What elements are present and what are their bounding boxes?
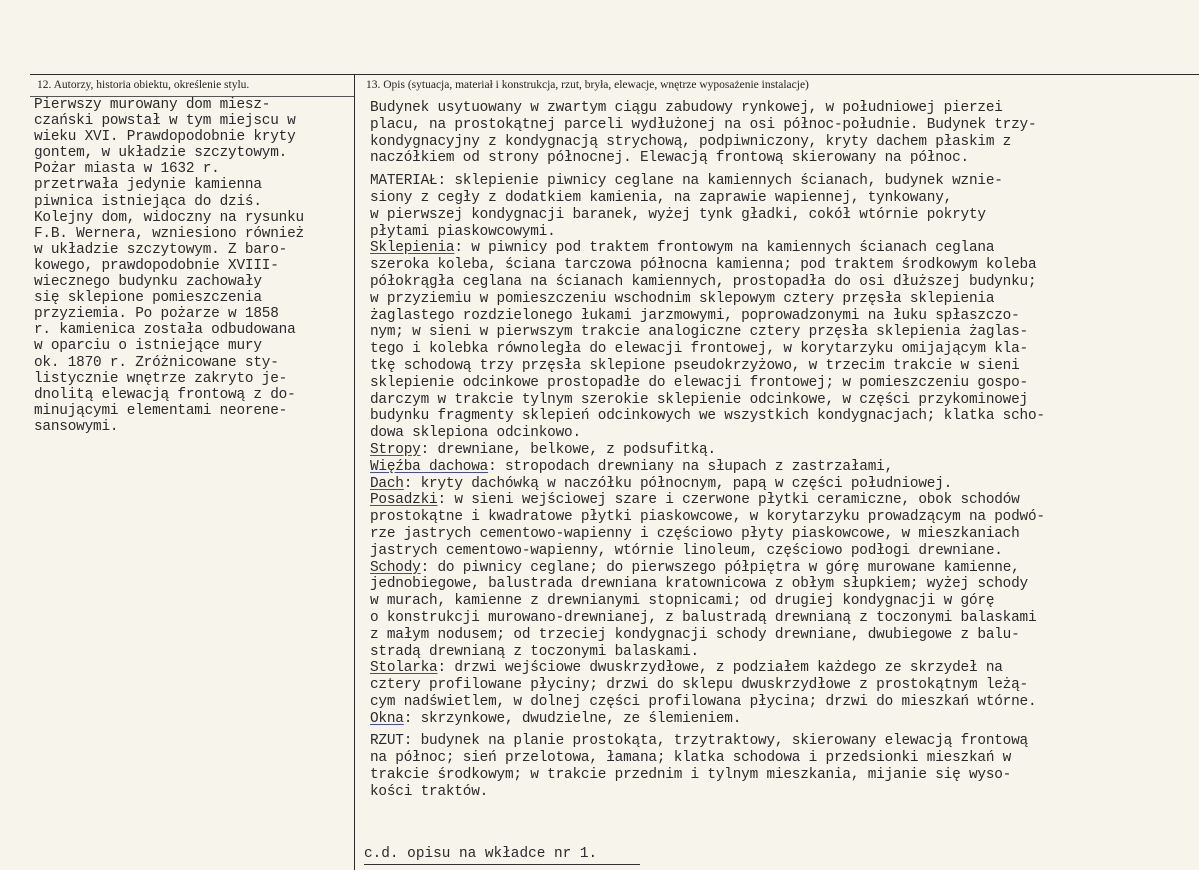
history-line: gontem, w układzie szczytowym. bbox=[34, 145, 288, 162]
schody-line-label: Schody bbox=[370, 559, 421, 576]
schody-line: o konstrukcji murowano-drewnianej, z balustradą drewnianą z toczonymi balaskami bbox=[370, 609, 1037, 626]
history-line: w układzie szczytowym. Z baro- bbox=[34, 241, 288, 258]
history-line: r. kamienica została odbudowana bbox=[34, 322, 296, 339]
intro-line: naczółkiem od strony północnej. Elewacją frontową skierowany na północ. bbox=[370, 150, 969, 167]
top-rule bbox=[30, 74, 1199, 75]
continuation-note: c.d. opisu na wkładce nr 1. bbox=[364, 846, 598, 862]
intro-line: Budynek usytuowany w zwartym ciągu zabudowy rynkowej, w południowej pierzei bbox=[370, 100, 1003, 116]
sklepienia-line-text: : w piwnicy pod traktem frontowym na kamiennych ścianach ceglana bbox=[454, 240, 995, 257]
section-12-header: 12. Autorzy, historia obiektu, określenie stylu. bbox=[37, 79, 250, 91]
dach-line bbox=[370, 476, 1045, 493]
sklepienia-line bbox=[370, 240, 1045, 257]
material-line: w pierwszej kondygnacji baranek, wyżej tynk gładki, cokół wtórnie pokryty bbox=[370, 206, 986, 223]
sklepienia-line: budynku fragmenty sklepień odcinkowych we wszystkich kondygnacjach; klatka scho- bbox=[370, 408, 1045, 425]
rzut-line: RZUT: budynek na planie prostokąta, trzytraktowy, skierowany elewacją frontową bbox=[370, 733, 1028, 750]
schody-line: w murach, kamienne z drewnianymi stopnicami; od drugiej kondygnacji w górę bbox=[370, 593, 995, 610]
rzut-line: na północ; sień przelotowa, łamana; klatka schodowa i przedsionki mieszkań w bbox=[370, 750, 1012, 767]
rzut-line: kości traktów. bbox=[370, 783, 489, 800]
history-line: kowego, prawdopodobnie XVIII- bbox=[34, 257, 279, 274]
schody-line-text: : do piwnicy ceglane; do pierwszego półpiętra w górę murowane kamienne, bbox=[420, 559, 1020, 576]
sklepienia-line: szeroka koleba, ściana tarczowa północna kamienna; pod traktem środkowym koleba bbox=[370, 257, 1037, 274]
sklepienia-line: tego i kolebka równoległa do elewacji frontowej, w korytarzyku omijającym kla- bbox=[370, 341, 1028, 358]
history-line: minującymi elementami neorene- bbox=[34, 402, 288, 419]
history-line: dnolitą elewacją frontową z do- bbox=[34, 386, 296, 403]
stropy-line-text: : drewniane, belkowe, z podsufitką. bbox=[420, 441, 716, 458]
description-text bbox=[370, 100, 1045, 801]
history-line: sansowymi. bbox=[34, 418, 119, 435]
posadzki-line: jastrych cementowo-wapienny, wtórnie linoleum, częściowo podłogi drewniane. bbox=[370, 542, 1003, 559]
material-line: siony z cegły z dodatkiem kamienia, na zaprawie wapiennej, tynkowany, bbox=[370, 189, 953, 206]
history-line: Kolejny dom, widoczny na rysunku bbox=[34, 209, 304, 226]
posadzki-line-text: : w sieni wejściowej szare i czerwone płytki ceramiczne, obok schodów bbox=[437, 492, 1020, 509]
history-line: przyziemia. Po pożarze w 1858 bbox=[34, 306, 279, 323]
sklepienia-line: żaglastego rozdzielonego łukami jarzmowymi, poprowadzonymi na łuku spłaszczo- bbox=[370, 307, 1020, 324]
wiezba-line bbox=[370, 459, 1045, 476]
sklepienia-line: dowa sklepiona odcinkowo. bbox=[370, 425, 581, 442]
column-divider bbox=[354, 74, 355, 870]
history-line: piwnica istniejąca do dziś. bbox=[34, 193, 262, 210]
sklepienia-line: sklepienie odcinkowe prostopadłe do elewacji frontowej; w pomieszczeniu gospo- bbox=[370, 374, 1028, 391]
history-line: wiecznego budynku zachowały bbox=[34, 274, 262, 291]
schody-line: jednobiegowe, balustrada drewniana kratownicowa z obłym słupkiem; wyżej schody bbox=[370, 576, 1028, 593]
stropy-line bbox=[370, 442, 1045, 459]
stolarka-line: cztery profilowane płyciny; drzwi do sklepu dwuskrzydłowe z prostokątnym leżą- bbox=[370, 677, 1028, 694]
sklepienia-line: darczym w trakcie tylnym szerokie sklepienie odcinkowe, w części przykominowej bbox=[370, 391, 1028, 408]
wiezba-line-label: Więźba dachowa bbox=[370, 458, 489, 475]
stolarka-line-label: Stolarka bbox=[370, 660, 438, 677]
sklepienia-line: w przyziemiu w pomieszczeniu wschodnim sklepowym cztery przęsła sklepienia bbox=[370, 290, 995, 307]
okna-line bbox=[370, 711, 1045, 728]
intro-line: placu, na prostokątnej parceli wydłużonej na osi północ-południe. Budynek trzy- bbox=[370, 116, 1037, 133]
continuation-underline bbox=[364, 864, 640, 865]
history-line: w oparciu o istniejące mury bbox=[34, 338, 262, 355]
posadzki-line: prostokątne i kwadratowe płytki piaskowcowe, w korytarzyku prowadzącym na podwó- bbox=[370, 509, 1045, 526]
stolarka-line-text: : drzwi wejściowe dwuskrzydłowe, z podziałem każdego ze skrzydeł na bbox=[437, 660, 1003, 677]
wiezba-line-text: : stropodach drewniany na słupach z zastrzałami, bbox=[488, 458, 894, 475]
dach-line-text: : kryty dachówką w naczółku północnym, papą w części południowej. bbox=[403, 475, 953, 492]
history-line: ok. 1870 r. Zróżnicowane sty- bbox=[34, 354, 279, 371]
history-line: Pożar miasta w 1632 r. bbox=[34, 161, 220, 178]
schody-line bbox=[370, 560, 1045, 577]
sklepienia-line: nym; w sieni w pierwszym trakcie analogiczne cztery przęsła sklepienia żaglas- bbox=[370, 324, 1028, 341]
sklepienia-line: tkę schodową trzy przęsła sklepione pseudokrzyżowo, w trzecim trakcie w sieni bbox=[370, 357, 1020, 374]
sklepienia-line-label: Sklepienia bbox=[370, 240, 455, 257]
okna-line-label: Okna bbox=[370, 710, 404, 727]
posadzki-line-label: Posadzki bbox=[370, 492, 438, 509]
schody-line: stradą drewnianą z toczonymi balaskami. bbox=[370, 643, 699, 660]
history-line: czański powstał w tym miejscu w bbox=[34, 113, 296, 130]
sklepienia-line: półokrągła ceglana na ścianach kamiennych, prostopadła do osi dłuższej budynku; bbox=[370, 273, 1037, 290]
history-line: F.B. Wernera, wzniesiono również bbox=[34, 225, 304, 242]
history-line: listycznie wnętrze zakryto je- bbox=[34, 370, 288, 387]
history-line: przetrwała jedynie kamienna bbox=[34, 177, 262, 194]
intro-line: kondygnacyjny z kondygnacją strychową, podpiwniczony, kryty dachem płaskim z bbox=[370, 133, 1012, 150]
rzut-line: trakcie środkowym; w trakcie przednim i tylnym mieszkania, mijanie się wyso- bbox=[370, 767, 1012, 784]
material-line: płytami piaskowcowymi. bbox=[370, 223, 556, 240]
stolarka-line bbox=[370, 660, 1045, 677]
dach-line-label: Dach bbox=[370, 475, 404, 492]
history-text bbox=[34, 97, 304, 435]
schody-line: z małym nodusem; od trzeciej kondygnacji schody drewniane, dwubiegowe z balu- bbox=[370, 626, 1020, 643]
stropy-line-label: Stropy bbox=[370, 441, 421, 458]
history-line: się sklepione pomieszczenia bbox=[34, 290, 262, 307]
history-line: wieku XVI. Prawdopodobnie kryty bbox=[34, 129, 296, 146]
stolarka-line: cym nadświetlem, w dolnej części profilowana płycina; drzwi do mieszkań wtórne. bbox=[370, 693, 1037, 710]
material-line: MATERIAŁ: sklepienie piwnicy ceglane na kamiennych ścianach, budynek wznie- bbox=[370, 173, 1003, 190]
okna-line-text: : skrzynkowe, dwudzielne, ze ślemieniem. bbox=[403, 710, 742, 727]
history-line: Pierwszy murowany dom miesz- bbox=[34, 97, 271, 113]
posadzki-line: rze jastrych cementowo-wapienny i częściowo płyty piaskowcowe, w mieszkaniach bbox=[370, 525, 1020, 542]
section-13-header: 13. Opis (sytuacja, materiał i konstrukcja, rzut, bryła, elewacje, wnętrze wyposażenie instalacje) bbox=[366, 79, 809, 91]
posadzki-line bbox=[370, 492, 1045, 509]
